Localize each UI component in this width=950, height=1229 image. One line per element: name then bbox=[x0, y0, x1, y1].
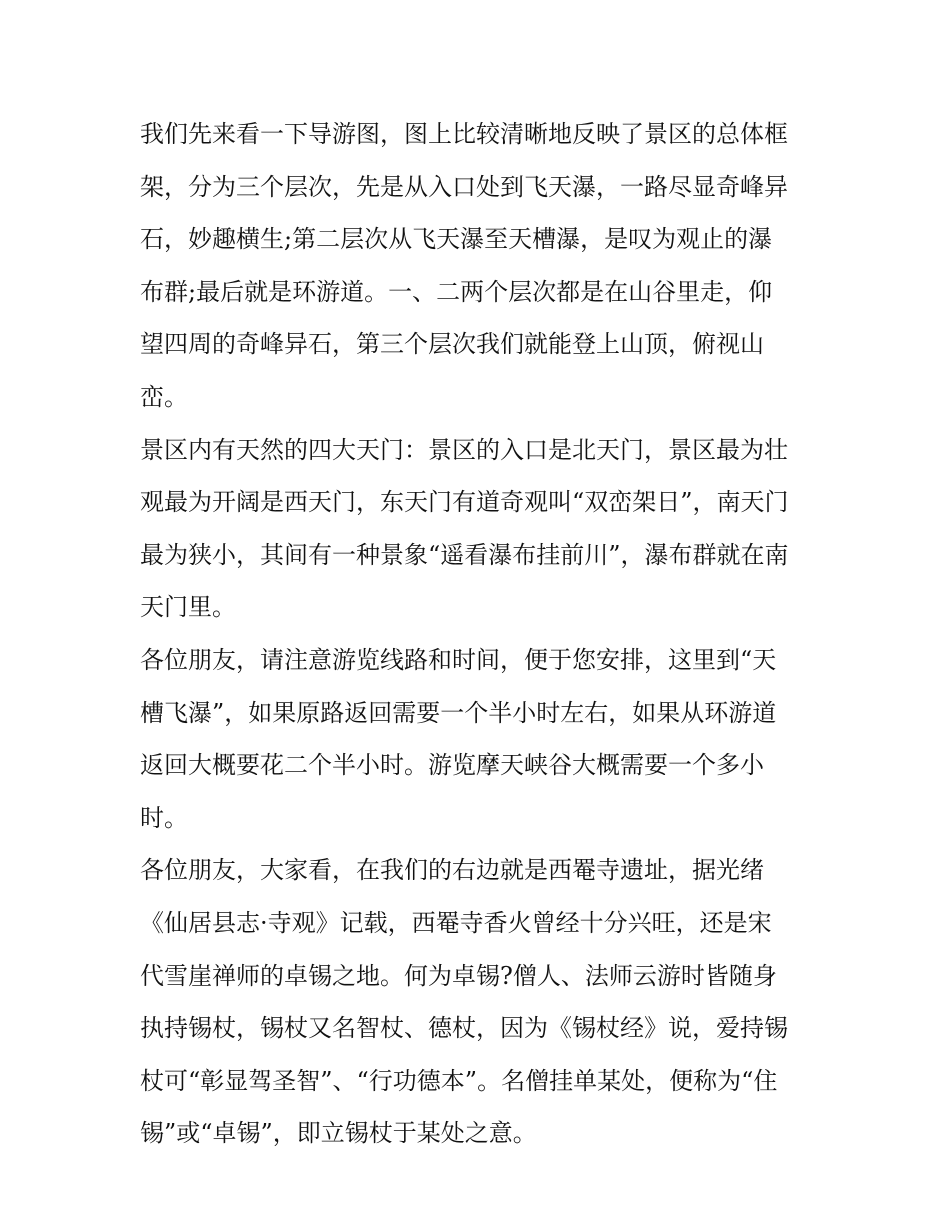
document-body bbox=[140, 108, 820, 1160]
text-line: 返回大概要花二个半小时。游览摩天峡谷大概需要一个多小 bbox=[140, 751, 764, 780]
text-line: 石，妙趣横生;第二层次从飞天瀑至天槽瀑，是叹为观止的瀑 bbox=[140, 225, 773, 254]
text-line: 《仙居县志·寺观》记载，西罨寺香火曾经十分兴旺，还是宋 bbox=[140, 908, 772, 937]
text-line: 执持锡杖，锡杖又名智杖、德杖，因为《锡杖经》说，爱持锡 bbox=[140, 1014, 788, 1043]
text-line: 观最为开阔是西天门，东天门有道奇观叫“双峦架日”，南天门 bbox=[140, 488, 789, 517]
text-line: 我们先来看一下导游图，图上比较清晰地反映了景区的总体框 bbox=[140, 120, 788, 148]
text-line: 锡”或“卓锡”，即立锡杖于某处之意。 bbox=[140, 1119, 537, 1148]
text-line: 时。 bbox=[140, 803, 188, 832]
text-line: 布群;最后就是环游道。一、二两个层次都是在山谷里走，仰 bbox=[140, 277, 773, 306]
text-line: 景区内有天然的四大天门：景区的入口是北天门，景区最为壮 bbox=[140, 435, 788, 464]
text-line: 杖可“彰显驾圣智”、“行功德本”。名僧挂单某处，便称为“住 bbox=[140, 1066, 778, 1095]
text-line: 各位朋友，大家看，在我们的右边就是西罨寺遗址，据光绪 bbox=[140, 856, 764, 885]
text-line: 槽飞瀑”，如果原路返回需要一个半小时左右，如果从环游道 bbox=[140, 698, 777, 727]
text-line: 峦。 bbox=[140, 382, 188, 411]
paragraph-four-gates bbox=[140, 424, 820, 634]
text-line: 架，分为三个层次，先是从入口处到飞天瀑，一路尽显奇峰异 bbox=[140, 172, 788, 201]
text-line: 天门里。 bbox=[140, 593, 236, 622]
paragraph-guide-map bbox=[140, 108, 820, 424]
paragraph-temple-ruins bbox=[140, 844, 820, 1160]
text-line: 各位朋友，请注意游览线路和时间，便于您安排，这里到“天 bbox=[140, 645, 777, 674]
paragraph-route-time bbox=[140, 634, 820, 844]
text-line: 最为狭小，其间有一种景象“遥看瀑布挂前川”，瀑布群就在南 bbox=[140, 540, 789, 569]
text-line: 望四周的奇峰异石，第三个层次我们就能登上山顶，俯视山 bbox=[140, 330, 764, 359]
text-line: 代雪崖禅师的卓锡之地。何为卓锡?僧人、法师云游时皆随身 bbox=[140, 961, 777, 990]
